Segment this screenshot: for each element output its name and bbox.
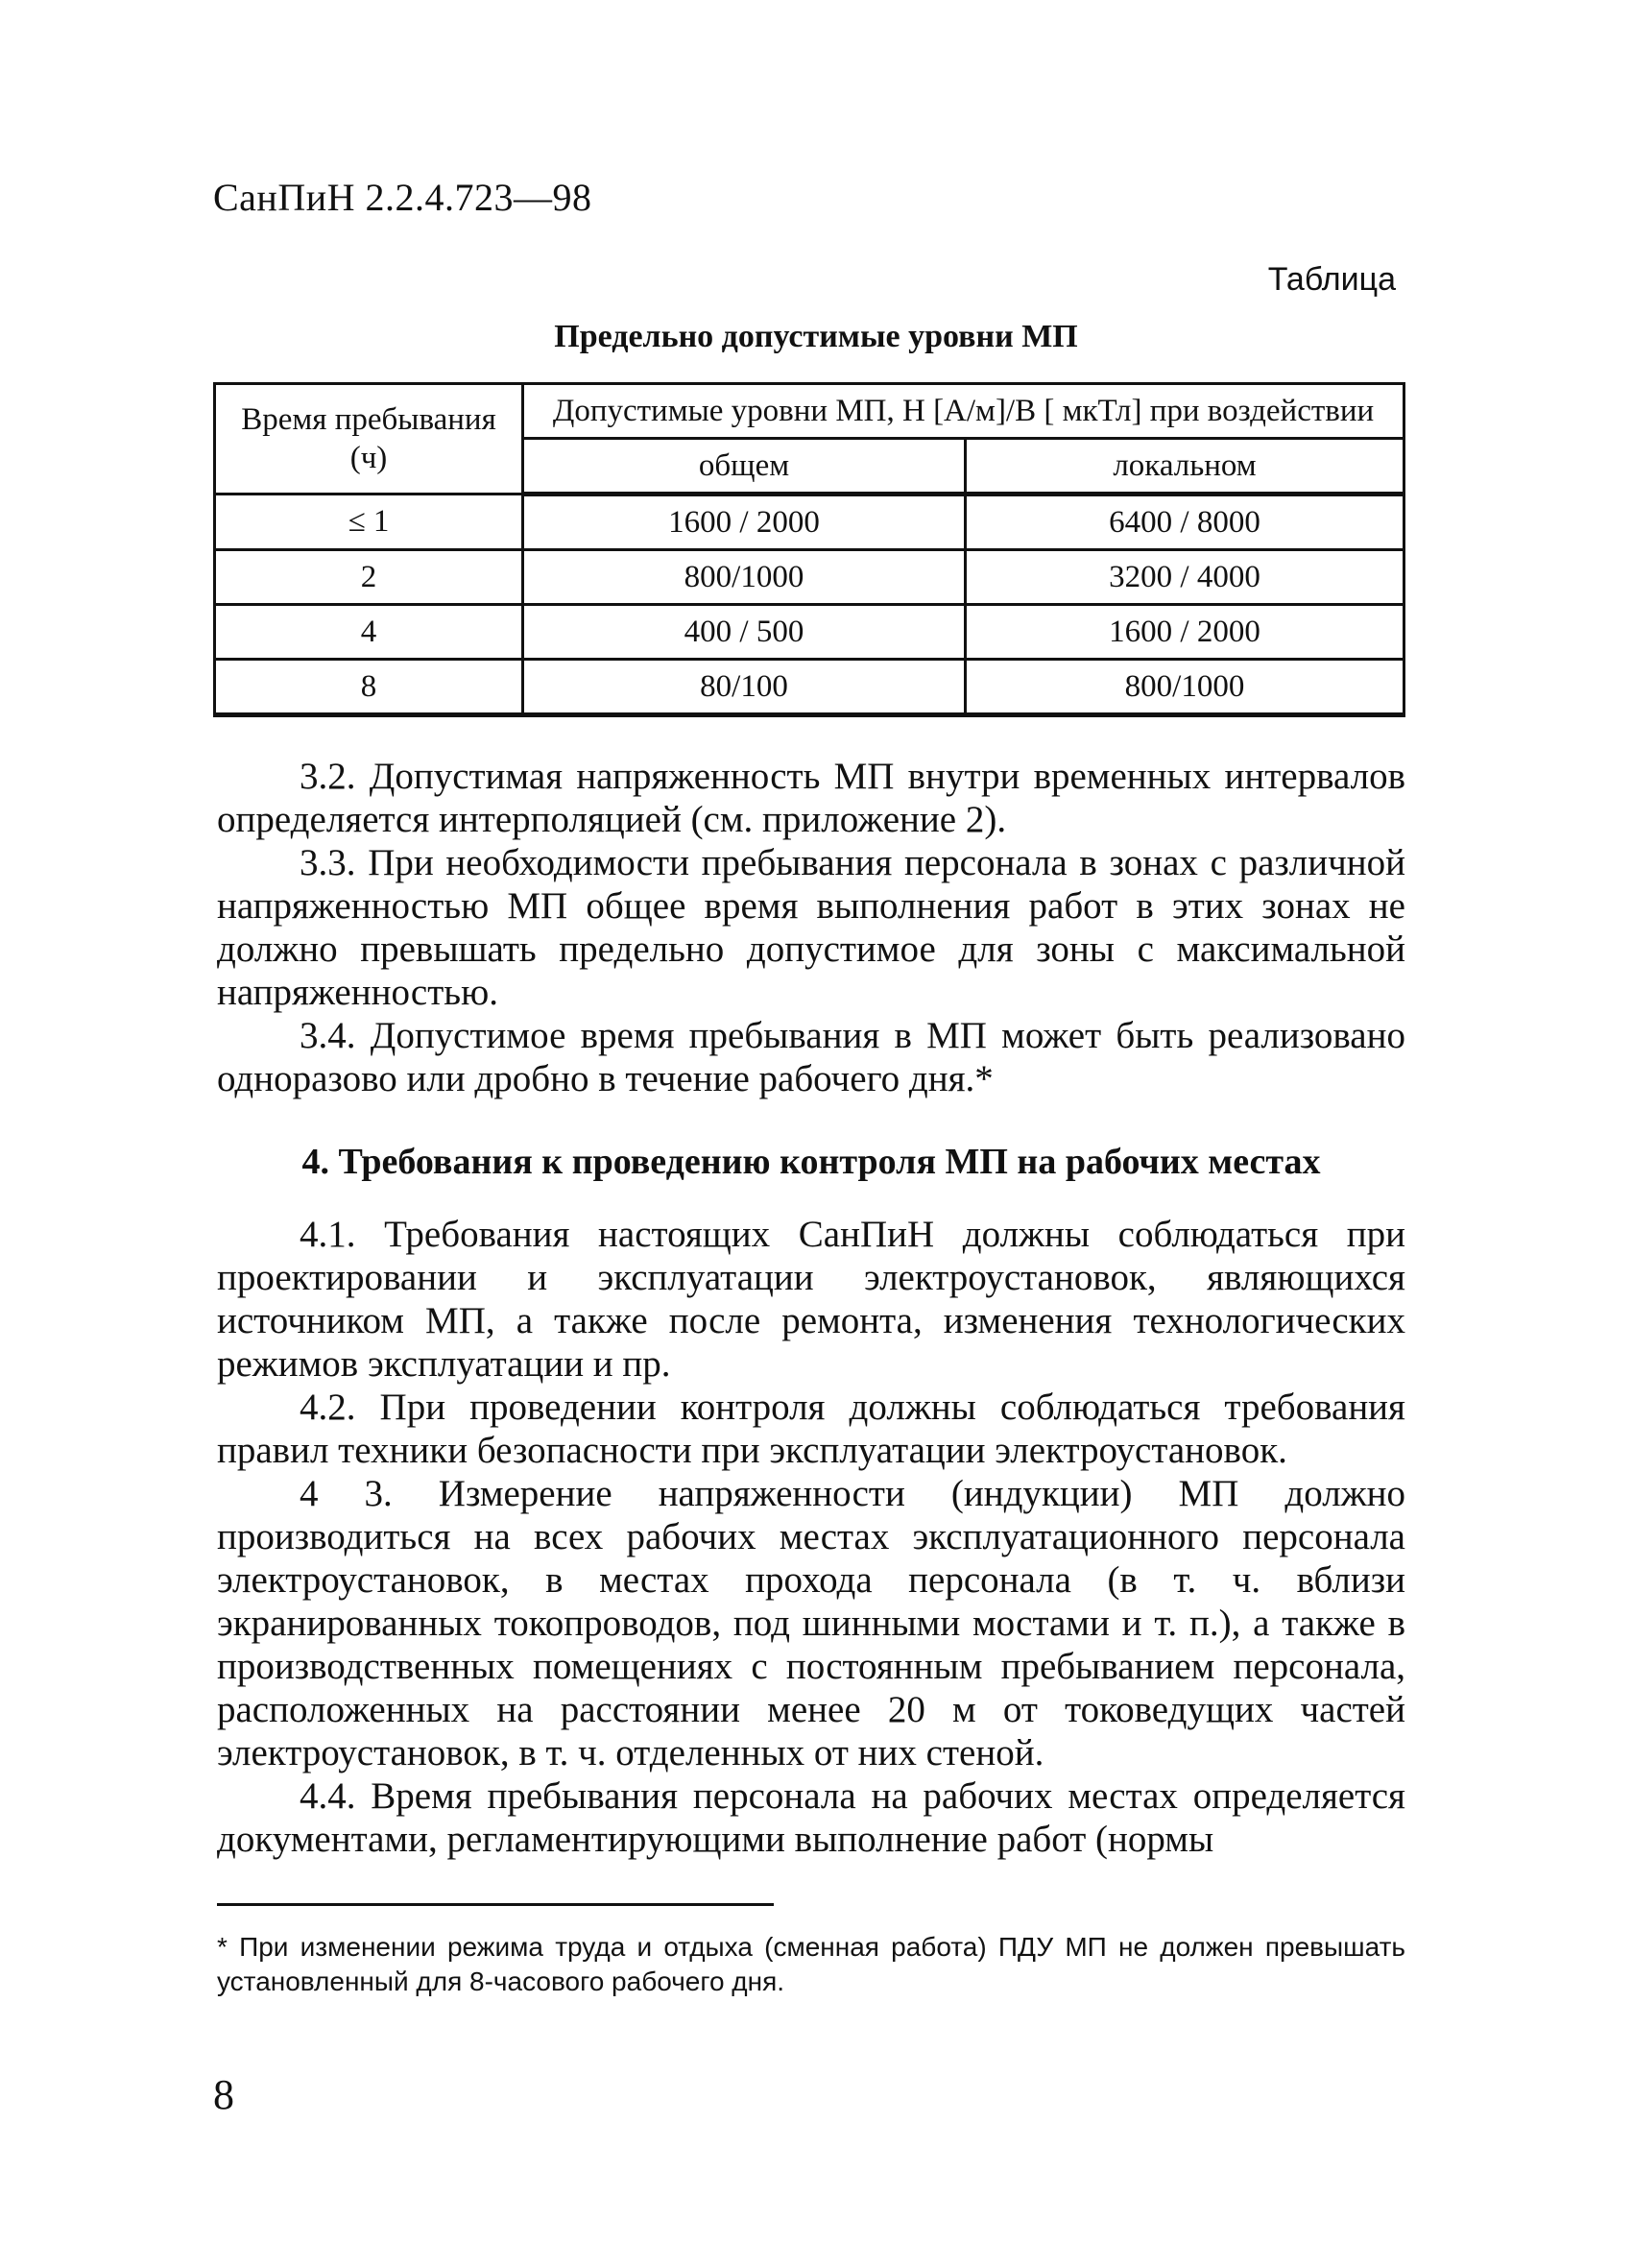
header-time: Время пребывания (ч) — [215, 384, 523, 495]
document-header: СанПиН 2.2.4.723—98 — [213, 176, 592, 219]
paragraph-3-2: 3.2. Допустимая напряженность МП внутри временных интервалов определяется интерполяцией (см. приложение 2). — [217, 756, 1405, 840]
body-text — [217, 755, 1405, 1861]
cell-local: 800/1000 — [966, 660, 1404, 715]
cell-general: 80/100 — [523, 660, 966, 715]
cell-time: 2 — [215, 550, 523, 605]
table-title: Предельно допустимые уровни МП — [554, 319, 1078, 354]
paragraph-4-3: 4 3. Измерение напряженности (индукции) МП должно производиться на всех рабочих местах эксплуатационного персонала электроустановок, в местах прохода персонала (в т. ч. вблизи экранированных токопроводов, под шинными мостами и т. п.), а также в производственных помещениях с постоянным пребыванием персонала, расположенных на расстоянии менее 20 м от токоведущих частей электроустановок, в т. ч. отделенных от них стеной. — [217, 1473, 1405, 1773]
footnote-divider — [217, 1903, 774, 1906]
paragraph-4-2: 4.2. При проведении контроля должны соблюдаться требования правил техники безопасности при эксплуатации электроустановок. — [217, 1387, 1405, 1471]
table-label: Таблица — [1267, 261, 1396, 298]
cell-time: 4 — [215, 605, 523, 660]
cell-general: 400 / 500 — [523, 605, 966, 660]
paragraph-3-3: 3.3. При необходимости пребывания персонала в зонах с различной напряженностью МП общее время выполнения работ в этих зонах не должно превышать предельно допустимое для зоны с максимальной напряженностью. — [217, 842, 1405, 1013]
cell-local: 1600 / 2000 — [966, 605, 1404, 660]
header-general: общем — [523, 439, 966, 495]
paragraph-4-4: 4.4. Время пребывания персонала на рабочих местах определяется документами, регламентирующими выполнение работ (нормы — [217, 1775, 1405, 1860]
table-header-row — [215, 384, 1404, 439]
limits-table — [213, 382, 1405, 717]
table-row — [215, 660, 1404, 715]
cell-general: 1600 / 2000 — [523, 495, 966, 550]
page-number: 8 — [213, 2071, 234, 2118]
cell-time: ≤ 1 — [215, 495, 523, 550]
table-row — [215, 550, 1404, 605]
paragraph-3-4: 3.4. Допустимое время пребывания в МП может быть реализовано одноразово или дробно в течение рабочего дня.* — [217, 1015, 1405, 1099]
section-4-heading: 4. Требования к проведению контроля МП на рабочих местах — [301, 1142, 1321, 1182]
cell-local: 3200 / 4000 — [966, 550, 1404, 605]
footnote: * При изменении режима труда и отдыха (сменная работа) ПДУ МП не должен превышать установленный для 8-часового рабочего дня. — [217, 1932, 1405, 1996]
table-row — [215, 605, 1404, 660]
header-levels: Допустимые уровни МП, H [А/м]/B [ мкТл] при воздействии — [523, 384, 1404, 439]
table-row — [215, 495, 1404, 550]
cell-time: 8 — [215, 660, 523, 715]
cell-local: 6400 / 8000 — [966, 495, 1404, 550]
cell-general: 800/1000 — [523, 550, 966, 605]
paragraph-4-1: 4.1. Требования настоящих СанПиН должны соблюдаться при проектировании и эксплуатации электроустановок, являющихся источником МП, а также после ремонта, изменения технологических режимов эксплуатации и пр. — [217, 1214, 1405, 1385]
header-local: локальном — [966, 439, 1404, 495]
